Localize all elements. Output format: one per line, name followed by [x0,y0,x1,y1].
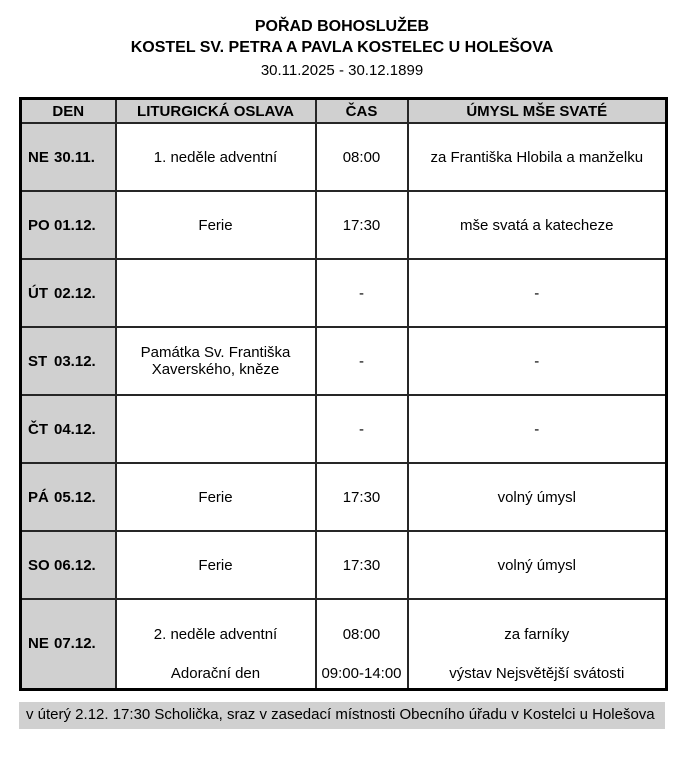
footer-note: v úterý 2.12. 17:30 Scholička, sraz v zasedací místnosti Obecního úřadu v Kostelci u Holešova [19,702,665,729]
date-range: 30.11.2025 - 30.12.1899 [260,62,424,79]
column-header-den: DEN [21,99,116,124]
table-row [21,259,667,327]
day-cell [21,123,116,191]
intention-cell: volný úmysl [408,463,667,531]
day-abbrev: NE [28,148,49,166]
time-cell: - [316,395,408,463]
table-row [21,395,667,463]
table-row [21,599,667,689]
table-row [21,531,667,599]
table-row [21,463,667,531]
column-header-intention: ÚMYSL MŠE SVATÉ [408,99,667,124]
day-cell [21,191,116,259]
time-cell: 17:30 [316,191,408,259]
day-abbrev: ÚT [28,284,48,302]
intention-cell: - [408,395,667,463]
celebration-cell: Památka Sv. Františka Xaverského, kněze [116,327,316,395]
day-cell [21,463,116,531]
intention-line-2: výstav Nejsvětější svátosti [449,664,625,682]
schedule-table [19,97,668,691]
table-row [21,123,667,191]
header-row [21,99,667,124]
celebration-line-1: 2. neděle adventní [153,625,278,643]
day-cell [21,599,116,689]
time-cell: 17:30 [316,531,408,599]
day-abbrev: PO [28,216,50,234]
title-block [0,16,684,81]
celebration-cell: Ferie [116,191,316,259]
day-date: 06.12. [54,556,96,574]
celebration-cell [116,259,316,327]
column-header-time: ČAS [316,99,408,124]
day-cell [21,327,116,395]
day-date: 02.12. [54,284,96,302]
day-date: 03.12. [54,352,96,370]
intention-cell: za Františka Hlobila a manželku [408,123,667,191]
time-line-1: 08:00 [342,625,381,643]
day-cell [21,259,116,327]
day-cell [21,395,116,463]
day-cell [21,531,116,599]
intention-cell: mše svatá a katecheze [408,191,667,259]
day-abbrev: PÁ [28,488,49,506]
day-date: 30.11. [54,148,95,166]
page-title: POŘAD BOHOSLUŽEB [254,18,430,35]
celebration-cell: Ferie [116,531,316,599]
intention-cell: - [408,259,667,327]
time-cell [316,599,408,689]
celebration-cell [116,599,316,689]
time-cell: 08:00 [316,123,408,191]
day-date: 01.12. [54,216,96,234]
time-cell: - [316,259,408,327]
intention-cell: volný úmysl [408,531,667,599]
table-row [21,191,667,259]
celebration-cell: 1. neděle adventní [116,123,316,191]
celebration-cell: Ferie [116,463,316,531]
intention-cell: - [408,327,667,395]
day-abbrev: ČT [28,420,48,438]
day-abbrev: ST [28,352,48,370]
day-abbrev: NE [28,635,49,653]
church-title: KOSTEL SV. PETRA A PAVLA KOSTELEC U HOLEŠOVA [130,39,554,56]
day-date: 07.12. [54,635,96,653]
day-date: 05.12. [54,488,96,506]
day-date: 04.12. [54,420,96,438]
celebration-cell [116,395,316,463]
time-cell: 17:30 [316,463,408,531]
celebration-line-2: Adorační den [170,664,261,682]
time-cell: - [316,327,408,395]
time-line-2: 09:00-14:00 [321,664,402,682]
column-header-celebration: LITURGICKÁ OSLAVA [116,99,316,124]
intention-cell [408,599,667,689]
day-abbrev: SO [28,556,50,574]
table-row [21,327,667,395]
intention-line-1: za farníky [504,625,570,643]
